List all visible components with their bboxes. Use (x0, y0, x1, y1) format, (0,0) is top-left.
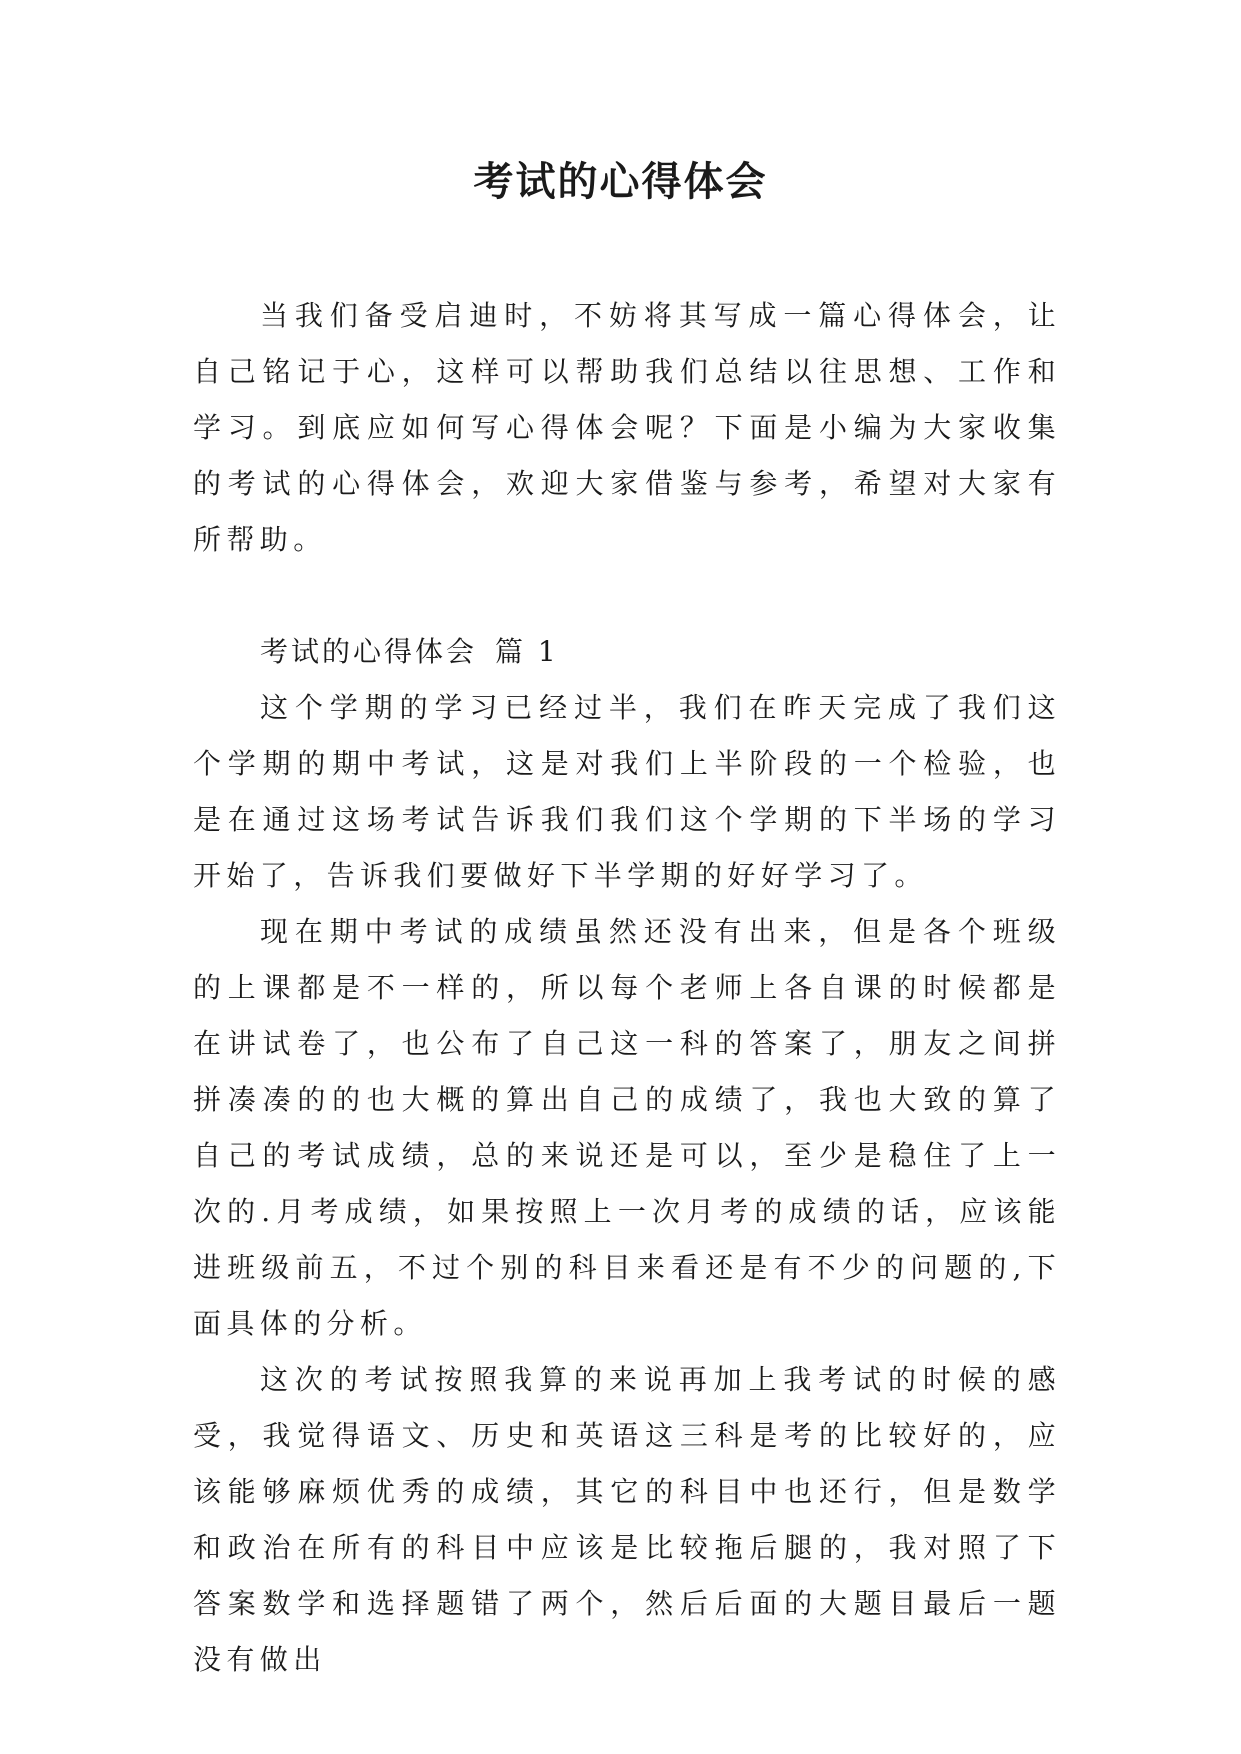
section-title: 考试的心得体会 (260, 635, 478, 668)
section-number: 篇 1 (495, 635, 559, 668)
body-paragraph: 现在期中考试的成绩虽然还没有出来，但是各个班级的上课都是不一样的，所以每个老师上各自课的时候都是在讲试卷了，也公布了自己这一科的答案了，朋友之间拼拼凑凑的的也大概的算出自己的成绩了，我也大致的算了自己的考试成绩，总的来说还是可以，至少是稳住了上一次的.月考成绩，如果按照上一次月考的成绩的话，应该能进班级前五，不过个别的科目来看还是有不少的问题的,下面具体的分析。 (193, 915, 1061, 1340)
intro-paragraph: 当我们备受启迪时，不妨将其写成一篇心得体会，让自己铭记于心，这样可以帮助我们总结以往思想、工作和学习。到底应如何写心得体会呢？下面是小编为大家收集的考试的心得体会，欢迎大家借鉴与参考，希望对大家有所帮助。 (193, 299, 1061, 556)
document-title: 考试的心得体会 (473, 158, 768, 205)
body-paragraph: 这次的考试按照我算的来说再加上我考试的时候的感受，我觉得语文、历史和英语这三科是考的比较好的，应该能够麻烦优秀的成绩，其它的科目中也还行，但是数学和政治在所有的科目中应该是比较拖后腿的，我对照了下答案数学和选择题错了两个，然后后面的大题目最后一题没有做出 (193, 1363, 1061, 1676)
body-paragraph: 这个学期的学习已经过半，我们在昨天完成了我们这个学期的期中考试，这是对我们上半阶段的一个检验，也是在通过这场考试告诉我们我们这个学期的下半场的学习开始了，告诉我们要做好下半学期的好好学习了。 (193, 691, 1061, 892)
section-heading (193, 624, 1061, 680)
document-body (193, 288, 1061, 1688)
